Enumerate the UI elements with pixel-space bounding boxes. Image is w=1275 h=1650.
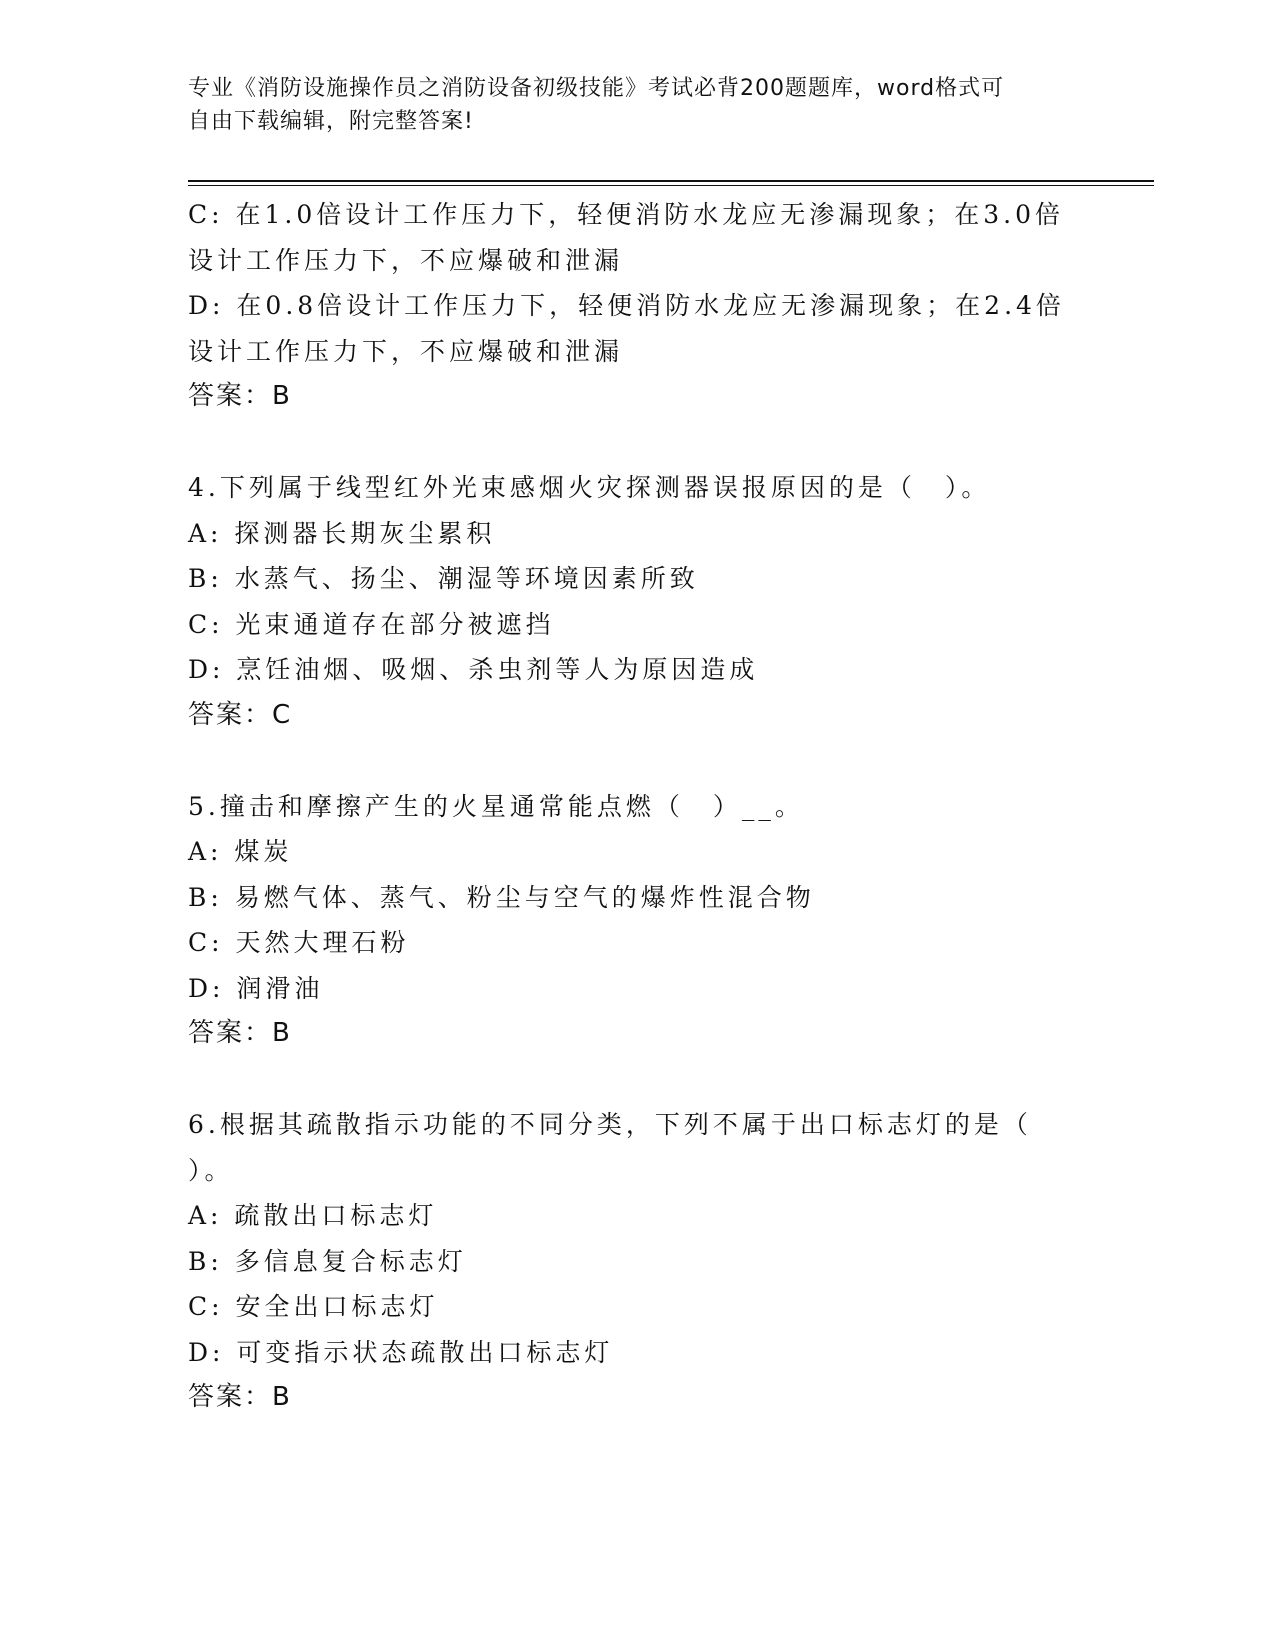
option-c-line-1: C: 在1.0倍设计工作压力下，轻便消防水龙应无渗漏现象；在3.0倍 <box>188 200 1065 229</box>
option-d: D: 润滑油 <box>188 973 324 1003</box>
question-text: 5.撞击和摩擦产生的火星通常能点燃（ ）__。 <box>188 791 804 821</box>
option-c: C: 天然大理石粉 <box>188 928 410 957</box>
option-b: B: 易燃气体、蒸气、粉尘与空气的爆炸性混合物 <box>188 882 815 912</box>
option-a: A: 疏散出口标志灯 <box>188 1201 438 1230</box>
option-d-line-2: 设计工作压力下，不应爆破和泄漏 <box>188 336 624 366</box>
question-3-continuation <box>188 192 1088 420</box>
question-text-line-2: ）。 <box>188 1155 234 1185</box>
option-b: B: 多信息复合标志灯 <box>188 1246 467 1276</box>
header-line-2: 自由下载编辑，附完整答案! <box>188 109 474 134</box>
option-d: D: 可变指示状态疏散出口标志灯 <box>188 1337 614 1367</box>
question-6 <box>188 1102 1088 1421</box>
document-header <box>188 72 1068 138</box>
question-list <box>188 192 1088 1421</box>
answer: 答案：B <box>188 1018 292 1048</box>
answer: 答案：B <box>188 381 292 411</box>
spacer <box>188 1057 1088 1103</box>
header-line-1: 专业《消防设施操作员之消防设备初级技能》考试必背200题题库，word格式可 <box>188 76 1005 101</box>
option-b: B: 水蒸气、扬尘、潮湿等环境因素所致 <box>188 564 699 593</box>
question-text-line-1: 6.根据其疏散指示功能的不同分类，下列不属于出口标志灯的是（ <box>188 1110 1032 1139</box>
spacer <box>188 738 1088 784</box>
question-text: 4.下列属于线型红外光束感烟火灾探测器误报原因的是（ ）。 <box>188 473 991 502</box>
option-a: A: 探测器长期灰尘累积 <box>188 518 496 548</box>
option-c: C: 光束通道存在部分被遮挡 <box>188 609 555 639</box>
header-rule-thin <box>188 185 1154 186</box>
header-rule-thick <box>188 180 1154 182</box>
option-d: D: 烹饪油烟、吸烟、杀虫剂等人为原因造成 <box>188 655 759 684</box>
question-4 <box>188 465 1088 738</box>
spacer <box>188 420 1088 466</box>
option-c: C: 安全出口标志灯 <box>188 1292 439 1321</box>
option-d-line-1: D: 在0.8倍设计工作压力下，轻便消防水龙应无渗漏现象；在2.4倍 <box>188 291 1065 320</box>
question-5 <box>188 784 1088 1057</box>
answer: 答案：B <box>188 1382 292 1412</box>
answer: 答案：C <box>188 699 293 730</box>
option-a: A: 煤炭 <box>188 837 293 866</box>
option-c-line-2: 设计工作压力下，不应爆破和泄漏 <box>188 245 624 275</box>
